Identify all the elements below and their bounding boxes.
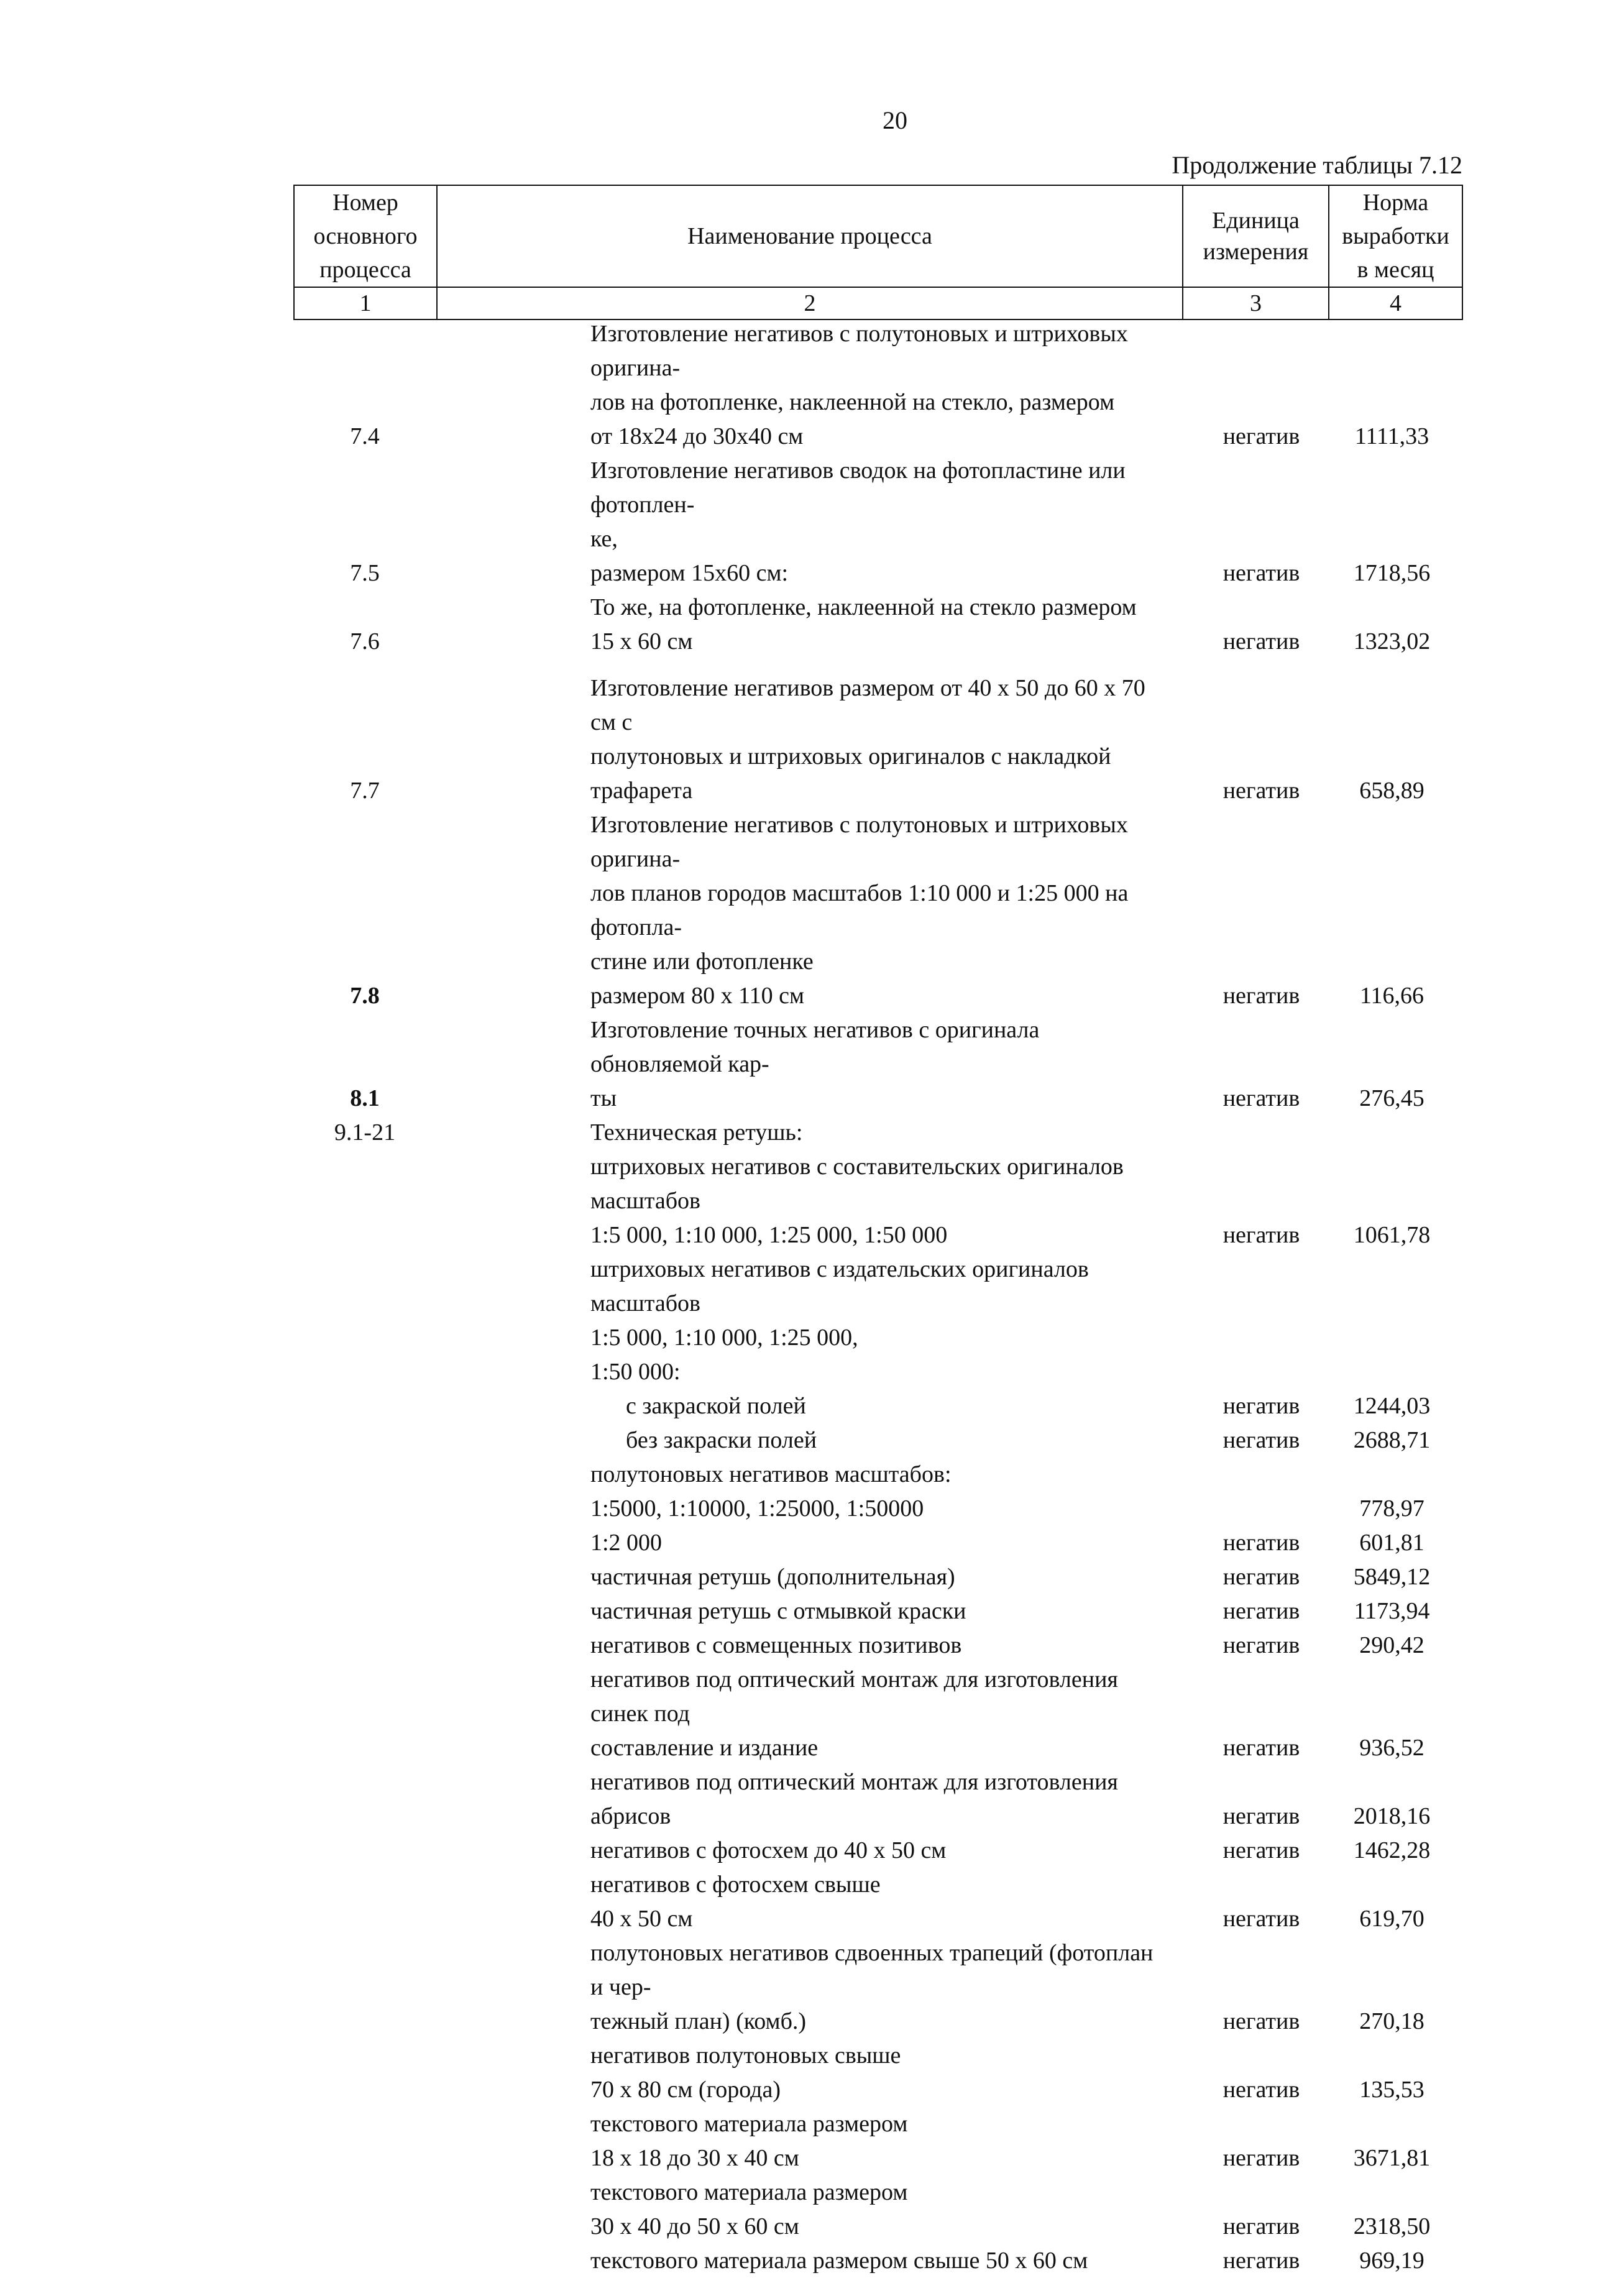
table-row xyxy=(293,1868,1462,1902)
unit-cell: негатив xyxy=(1223,423,1300,449)
table-caption: Продолжение таблицы 7.12 xyxy=(1172,151,1462,179)
unit-cell xyxy=(1182,1013,1328,1082)
table-row xyxy=(293,1731,1462,1765)
unit-cell xyxy=(1182,590,1328,625)
process-name-cell: негативов полутоновых свыше xyxy=(590,2042,901,2069)
process-name-cell: текстового материала размером свыше 50 х 60 см xyxy=(590,2248,1088,2274)
header-text: Норма xyxy=(1362,190,1429,216)
column-index: 2 xyxy=(437,287,1183,319)
norm-value-cell: 1462,28 xyxy=(1353,1837,1431,1863)
process-number-cell: 7.5 xyxy=(350,560,380,586)
unit-cell xyxy=(1182,454,1328,522)
process-number-cell xyxy=(293,1492,436,1526)
norm-value-cell: 1323,02 xyxy=(1353,628,1431,654)
process-number-cell xyxy=(293,522,436,556)
header-unit xyxy=(1183,185,1329,287)
table-row xyxy=(293,556,1462,590)
unit-cell: негатив xyxy=(1223,1530,1300,1556)
process-name-cell: стине или фотопленке xyxy=(590,948,814,975)
process-name-cell: размером 80 х 110 см xyxy=(590,983,805,1009)
norm-value-cell xyxy=(1328,385,1462,420)
norm-value-cell xyxy=(1328,808,1462,876)
unit-cell: негатив xyxy=(1223,1906,1300,1932)
unit-cell: негатив xyxy=(1223,1564,1300,1590)
process-name-cell: от 18х24 до 30х40 см xyxy=(590,423,804,449)
process-number-cell xyxy=(293,1423,436,1458)
norm-value-cell xyxy=(1328,1252,1462,1321)
process-name-cell: полутоновых негативов сдвоенных трапеций (фотоплан и чер- xyxy=(590,1940,1154,2000)
process-name-cell: негативов с совмещенных позитивов xyxy=(590,1632,962,1658)
unit-cell: негатив xyxy=(1223,1632,1300,1658)
table-row xyxy=(293,1150,1462,1218)
process-name-cell: Изготовление негативов с полутоновых и штриховых оригина- xyxy=(590,812,1128,872)
table-row xyxy=(293,2141,1462,2175)
norm-value-cell xyxy=(1328,1868,1462,1902)
process-number-cell xyxy=(293,876,436,945)
process-number-cell xyxy=(293,385,436,420)
process-name-cell: Техническая ретушь: xyxy=(590,1119,803,1146)
norm-value-cell xyxy=(1328,1150,1462,1218)
norm-value-cell: 3671,81 xyxy=(1353,2145,1431,2171)
process-number-cell xyxy=(293,1526,436,1560)
norm-value-cell: 135,53 xyxy=(1359,2077,1424,2103)
norm-value-cell xyxy=(1328,945,1462,979)
norm-value-cell: 1244,03 xyxy=(1353,1393,1431,1419)
header-text: основного xyxy=(313,223,418,249)
process-number-cell: 7.7 xyxy=(350,778,380,804)
unit-cell xyxy=(1182,659,1328,740)
unit-cell xyxy=(1182,1458,1328,1492)
norm-value-cell: 270,18 xyxy=(1359,2008,1424,2034)
norm-value-cell xyxy=(1328,2039,1462,2073)
norm-value-cell: 778,97 xyxy=(1359,1495,1424,1522)
table-row xyxy=(293,1252,1462,1321)
unit-cell: негатив xyxy=(1223,778,1300,804)
norm-value-cell xyxy=(1328,1116,1462,1150)
process-number-cell xyxy=(293,1663,436,1731)
unit-cell xyxy=(1182,1321,1328,1355)
norm-value-cell: 1111,33 xyxy=(1354,423,1429,449)
table-row xyxy=(293,1594,1462,1628)
norm-value-cell: 116,66 xyxy=(1359,983,1424,1009)
table-row xyxy=(293,2005,1462,2039)
norm-value-cell: 969,19 xyxy=(1359,2248,1424,2274)
process-number-cell xyxy=(293,1013,436,1082)
norm-value-cell xyxy=(1328,317,1462,385)
process-number-cell xyxy=(293,2244,436,2278)
norm-value-cell xyxy=(1328,1013,1462,1082)
process-number-cell: 7.4 xyxy=(350,423,380,449)
process-name-cell: 70 х 80 см (города) xyxy=(590,2077,781,2103)
unit-cell xyxy=(1182,1150,1328,1218)
table-row xyxy=(293,945,1462,979)
process-name-cell: Изготовление негативов с полутоновых и штриховых оригина- xyxy=(590,321,1128,381)
table-row xyxy=(293,1082,1462,1116)
header-text: процесса xyxy=(319,257,411,283)
process-number-cell xyxy=(293,2210,436,2244)
process-name-cell: 1:5 000, 1:10 000, 1:25 000, xyxy=(590,1325,858,1351)
process-number-cell xyxy=(293,945,436,979)
unit-cell xyxy=(1182,1116,1328,1150)
unit-cell: негатив xyxy=(1223,1393,1300,1419)
process-number-cell xyxy=(293,659,436,740)
unit-cell: негатив xyxy=(1223,1837,1300,1863)
table-row xyxy=(293,2175,1462,2210)
norm-value-cell xyxy=(1328,1936,1462,2005)
norm-value-cell: 1061,78 xyxy=(1353,1222,1431,1248)
table-row xyxy=(293,1355,1462,1389)
table-row xyxy=(293,1526,1462,1560)
unit-cell: негатив xyxy=(1223,2248,1300,2274)
process-name-cell: текстового материала размером xyxy=(590,2179,908,2205)
norm-value-cell xyxy=(1328,2107,1462,2141)
unit-cell xyxy=(1182,1663,1328,1731)
page-number: 20 xyxy=(883,106,907,134)
process-name-cell: 1:5 000, 1:10 000, 1:25 000, 1:50 000 xyxy=(590,1222,948,1248)
norm-value-cell: 2018,16 xyxy=(1353,1803,1431,1829)
process-name-cell: ты xyxy=(590,1085,617,1111)
unit-cell: негатив xyxy=(1223,1222,1300,1248)
process-number-cell xyxy=(293,317,436,385)
process-number-cell xyxy=(293,2141,436,2175)
unit-cell xyxy=(1182,1936,1328,2005)
process-name-cell: негативов с фотосхем до 40 х 50 см xyxy=(590,1837,947,1863)
table-row xyxy=(293,1013,1462,1082)
table-row xyxy=(293,979,1462,1013)
table-row xyxy=(293,590,1462,625)
unit-cell xyxy=(1182,385,1328,420)
unit-cell: негатив xyxy=(1223,2077,1300,2103)
process-number-cell xyxy=(293,590,436,625)
unit-cell: негатив xyxy=(1223,560,1300,586)
process-name-cell: без закраски полей xyxy=(626,1427,817,1453)
table-row xyxy=(293,420,1462,454)
table-row xyxy=(293,385,1462,420)
process-number-cell xyxy=(293,1765,436,1834)
column-index: 4 xyxy=(1329,287,1462,319)
norm-value-cell: 290,42 xyxy=(1359,1632,1424,1658)
column-index: 3 xyxy=(1183,287,1329,319)
unit-cell xyxy=(1182,1492,1328,1526)
process-number-cell xyxy=(293,1389,436,1423)
unit-cell xyxy=(1182,2107,1328,2141)
process-number-cell: 7.8 xyxy=(350,983,380,1009)
unit-cell xyxy=(1182,808,1328,876)
unit-cell: негатив xyxy=(1223,1085,1300,1111)
unit-cell: негатив xyxy=(1223,2008,1300,2034)
norm-value-cell: 2688,71 xyxy=(1353,1427,1431,1453)
unit-cell: негатив xyxy=(1223,1735,1300,1761)
norm-value-cell xyxy=(1328,1355,1462,1389)
header-text: Единица xyxy=(1212,208,1300,234)
process-number-cell xyxy=(293,1355,436,1389)
header-process-number xyxy=(294,185,437,287)
norm-value-cell: 658,89 xyxy=(1359,778,1424,804)
header-text: измерения xyxy=(1203,239,1309,265)
unit-cell: негатив xyxy=(1223,2213,1300,2239)
process-number-cell xyxy=(293,1560,436,1594)
table-row xyxy=(293,2210,1462,2244)
table-row xyxy=(293,1765,1462,1834)
process-name-cell: с закраской полей xyxy=(626,1393,806,1419)
unit-cell xyxy=(1182,876,1328,945)
table-header xyxy=(293,185,1463,320)
process-number-cell xyxy=(293,1936,436,2005)
process-number-cell xyxy=(293,2005,436,2039)
table-row xyxy=(293,1389,1462,1423)
process-name-cell: Изготовление негативов сводок на фотопластине или фотоплен- xyxy=(590,457,1126,518)
table-row xyxy=(293,1218,1462,1252)
process-number-cell xyxy=(293,454,436,522)
process-number-cell xyxy=(293,1594,436,1628)
table-row xyxy=(293,1492,1462,1526)
process-name-cell: негативов с фотосхем свыше xyxy=(590,1872,881,1898)
process-name-cell: 40 х 50 см xyxy=(590,1906,693,1932)
unit-cell xyxy=(1182,1252,1328,1321)
norm-value-cell: 5849,12 xyxy=(1353,1564,1431,1590)
process-number-cell xyxy=(293,1218,436,1252)
norm-value-cell: 601,81 xyxy=(1359,1530,1424,1556)
header-text: в месяц xyxy=(1357,257,1434,283)
table-row xyxy=(293,317,1462,385)
process-name-cell: 30 х 40 до 50 х 60 см xyxy=(590,2213,799,2239)
unit-cell: негатив xyxy=(1223,628,1300,654)
unit-cell xyxy=(1182,945,1328,979)
unit-cell: негатив xyxy=(1223,1598,1300,1624)
process-name-cell: 1:5000, 1:10000, 1:25000, 1:50000 xyxy=(590,1495,924,1522)
table-row xyxy=(293,1423,1462,1458)
process-name-cell: лов на фотопленке, наклеенной на стекло, размером xyxy=(590,389,1115,415)
process-number-cell xyxy=(293,1731,436,1765)
table-row xyxy=(293,1321,1462,1355)
process-name-cell: 18 х 18 до 30 х 40 см xyxy=(590,2145,799,2171)
process-name-cell: 1:50 000: xyxy=(590,1359,681,1385)
process-number-cell xyxy=(293,1150,436,1218)
table-row xyxy=(293,1902,1462,1936)
process-name-cell: тежный план) (комб.) xyxy=(590,2008,807,2034)
process-number-cell xyxy=(293,1834,436,1868)
norm-value-cell: 1718,56 xyxy=(1353,560,1431,586)
process-name-cell: штриховых негативов с составительских оригиналов масштабов xyxy=(590,1154,1124,1214)
table-row xyxy=(293,1663,1462,1731)
table-row xyxy=(293,1458,1462,1492)
process-name-cell: частичная ретушь с отмывкой краски xyxy=(590,1598,966,1624)
process-name-cell: То же, на фотопленке, наклеенной на стекло размером xyxy=(590,594,1137,620)
process-name-cell: полутоновых негативов масштабов: xyxy=(590,1461,952,1487)
norm-value-cell xyxy=(1328,454,1462,522)
unit-cell xyxy=(1182,2175,1328,2210)
table-row xyxy=(293,2039,1462,2073)
process-name-cell: штриховых негативов с издательских оригиналов масштабов xyxy=(590,1256,1089,1316)
process-name-cell: частичная ретушь (дополнительная) xyxy=(590,1564,955,1590)
process-number-cell xyxy=(293,808,436,876)
unit-cell: негатив xyxy=(1223,1427,1300,1453)
table-row xyxy=(293,659,1462,740)
unit-cell: негатив xyxy=(1223,1803,1300,1829)
unit-cell xyxy=(1182,522,1328,556)
table-row xyxy=(293,2244,1462,2278)
table-row xyxy=(293,1560,1462,1594)
norm-value-cell xyxy=(1328,659,1462,740)
column-index: 1 xyxy=(294,287,437,319)
process-name-cell: лов планов городов масштабов 1:10 000 и 1:25 000 на фотопла- xyxy=(590,880,1129,940)
unit-cell xyxy=(1182,2039,1328,2073)
norm-value-cell: 619,70 xyxy=(1359,1906,1424,1932)
norm-value-cell xyxy=(1328,590,1462,625)
norm-value-cell xyxy=(1328,1458,1462,1492)
table-row xyxy=(293,1936,1462,2005)
table-row xyxy=(293,740,1462,808)
process-name-cell: полутоновых и штриховых оригиналов с накладкой трафарета xyxy=(590,743,1111,804)
process-number-cell xyxy=(293,1321,436,1355)
process-number-cell xyxy=(293,1902,436,1936)
process-number-cell xyxy=(293,2175,436,2210)
unit-cell: негатив xyxy=(1223,2145,1300,2171)
process-name-cell: Изготовление негативов размером от 40 х 50 до 60 х 70 см с xyxy=(590,675,1145,735)
process-number-cell: 7.6 xyxy=(350,628,380,654)
process-name-cell: негативов под оптический монтаж для изготовления абрисов xyxy=(590,1769,1118,1829)
table-row xyxy=(293,2073,1462,2107)
header-monthly-norm xyxy=(1329,185,1462,287)
process-name-cell: 1:2 000 xyxy=(590,1530,663,1556)
process-name-cell: размером 15х60 см: xyxy=(590,560,789,586)
table-row xyxy=(293,876,1462,945)
unit-cell xyxy=(1182,1868,1328,1902)
table-row xyxy=(293,1834,1462,1868)
process-name-cell: Изготовление точных негативов с оригинала обновляемой кар- xyxy=(590,1017,1040,1077)
norm-value-cell xyxy=(1328,522,1462,556)
process-name-cell: текстового материала размером xyxy=(590,2111,908,2137)
norm-value-cell xyxy=(1328,2175,1462,2210)
norm-value-cell: 2318,50 xyxy=(1353,2213,1431,2239)
table-row xyxy=(293,2107,1462,2141)
unit-cell xyxy=(1182,317,1328,385)
process-name-cell: 15 х 60 см xyxy=(590,628,693,654)
table-row xyxy=(293,625,1462,659)
table-row xyxy=(293,522,1462,556)
process-number-cell xyxy=(293,2107,436,2141)
table-row xyxy=(293,1116,1462,1150)
process-name-cell: составление и издание xyxy=(590,1735,819,1761)
process-number-cell xyxy=(293,1628,436,1663)
process-number-cell xyxy=(293,1458,436,1492)
table-row xyxy=(293,808,1462,876)
header-text: выработки xyxy=(1342,223,1449,249)
header-text: Номер xyxy=(333,190,398,216)
norm-value-cell xyxy=(1328,1663,1462,1731)
unit-cell: негатив xyxy=(1223,983,1300,1009)
table-row xyxy=(293,454,1462,522)
norm-value-cell xyxy=(1328,1321,1462,1355)
norm-value-cell xyxy=(1328,876,1462,945)
norm-value-cell: 276,45 xyxy=(1359,1085,1424,1111)
process-number-cell xyxy=(293,2039,436,2073)
process-number-cell: 8.1 xyxy=(350,1085,380,1111)
process-number-cell xyxy=(293,1868,436,1902)
process-name-cell: ке, xyxy=(590,526,618,552)
process-name-cell: негативов под оптический монтаж для изготовления синек под xyxy=(590,1666,1118,1727)
table-body xyxy=(293,317,1462,2278)
header-process-name: Наименование процесса xyxy=(437,185,1183,287)
process-number-cell: 9.1-21 xyxy=(334,1119,396,1146)
norm-value-cell: 936,52 xyxy=(1359,1735,1424,1761)
unit-cell xyxy=(1182,1355,1328,1389)
norm-value-cell: 1173,94 xyxy=(1354,1598,1430,1624)
process-number-cell xyxy=(293,2073,436,2107)
table-row xyxy=(293,1628,1462,1663)
process-number-cell xyxy=(293,1252,436,1321)
